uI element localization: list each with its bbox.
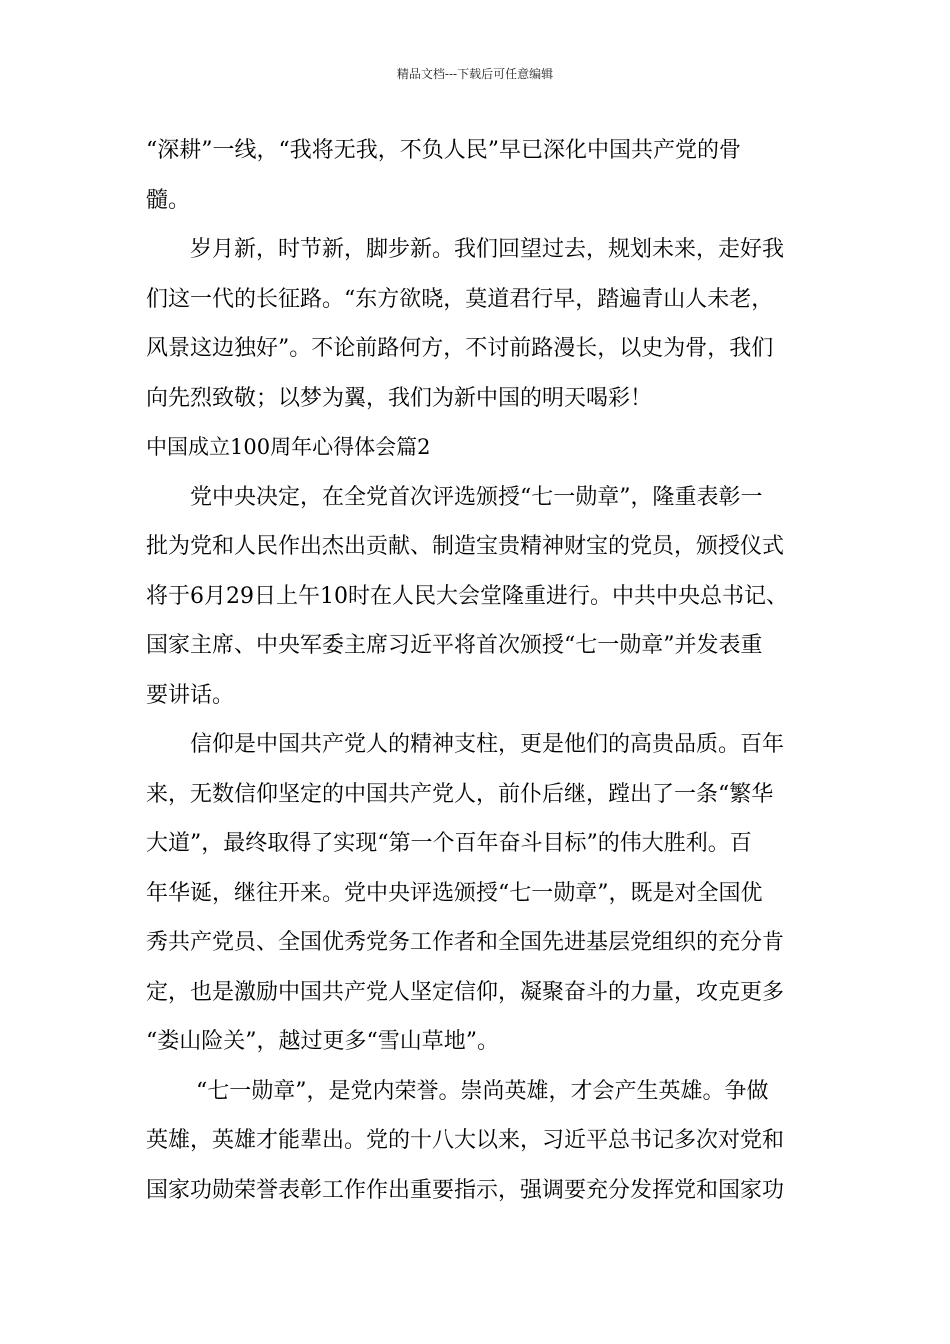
text-line: 国家功勋荣誉表彰工作作出重要指示，强调要充分发挥党和国家功 bbox=[146, 1177, 785, 1203]
paragraph-start: 岁月新，时节新，脚步新。我们回望过去，规划未来，走好我 bbox=[190, 237, 785, 262]
text-line: 将于6月29日上午10时在人民大会堂隆重进行。中共中央总书记、 bbox=[146, 583, 788, 609]
text-line: 批为党和人民作出杰出贡献、制造宝贵精神财宝的党员，颁授仪式 bbox=[146, 534, 785, 559]
text-line: 来，无数信仰坚定的中国共产党人，前仆后继，蹚出了一条“繁华 bbox=[146, 781, 774, 807]
page-header: 精品文档---下载后可任意编辑 bbox=[396, 67, 554, 81]
text-line: 髓。 bbox=[146, 187, 191, 213]
text-line: 年华诞，继往开来。党中央评选颁授“七一勋章”，既是对全国优 bbox=[146, 880, 763, 906]
text-line: 定，也是激励中国共产党人坚定信仰，凝聚奋斗的力量，攻克更多 bbox=[146, 979, 785, 1005]
document-body bbox=[146, 126, 816, 1215]
text-line: 们这一代的长征路。“东方欲晓，莫道君行早，踏遍青山人未老， bbox=[146, 286, 774, 312]
text-line: 国家主席、中央军委主席习近平将首次颁授“七一勋章”并发表重 bbox=[146, 633, 763, 658]
text-line: 要讲话。 bbox=[146, 682, 235, 708]
text-line: “深耕”一线，“我将无我，不负人民”早已深化中国共产党的骨 bbox=[146, 138, 741, 163]
text-line: 英雄，英雄才能辈出。党的十八大以来，习近平总书记多次对党和 bbox=[146, 1128, 785, 1153]
section-heading: 中国成立100周年心得体会篇2 bbox=[146, 435, 431, 459]
text-line: 风景这边独好”。不论前路何方，不讨前路漫长，以史为骨，我们 bbox=[146, 336, 774, 361]
paragraph-start: “七一勋章”，是党内荣誉。崇尚英雄，才会产生英雄。争做 bbox=[196, 1078, 769, 1104]
paragraph-start: 党中央决定，在全党首次评选颁授“七一勋章”，隆重表彰一 bbox=[190, 484, 763, 510]
paragraph-start: 信仰是中国共产党人的精神支柱，更是他们的高贵品质。百年 bbox=[190, 732, 785, 757]
text-line: “娄山险关”，越过更多“雪山草地”。 bbox=[146, 1029, 499, 1054]
text-line: 秀共产党员、全国优秀党务工作者和全国先进基层党组织的充分肯 bbox=[146, 930, 785, 955]
text-line: 向先烈致敬；以梦为翼，我们为新中国的明天喝彩！ bbox=[146, 385, 653, 411]
text-line: 大道”，最终取得了实现“第一个百年奋斗目标”的伟大胜利。百 bbox=[146, 831, 752, 856]
